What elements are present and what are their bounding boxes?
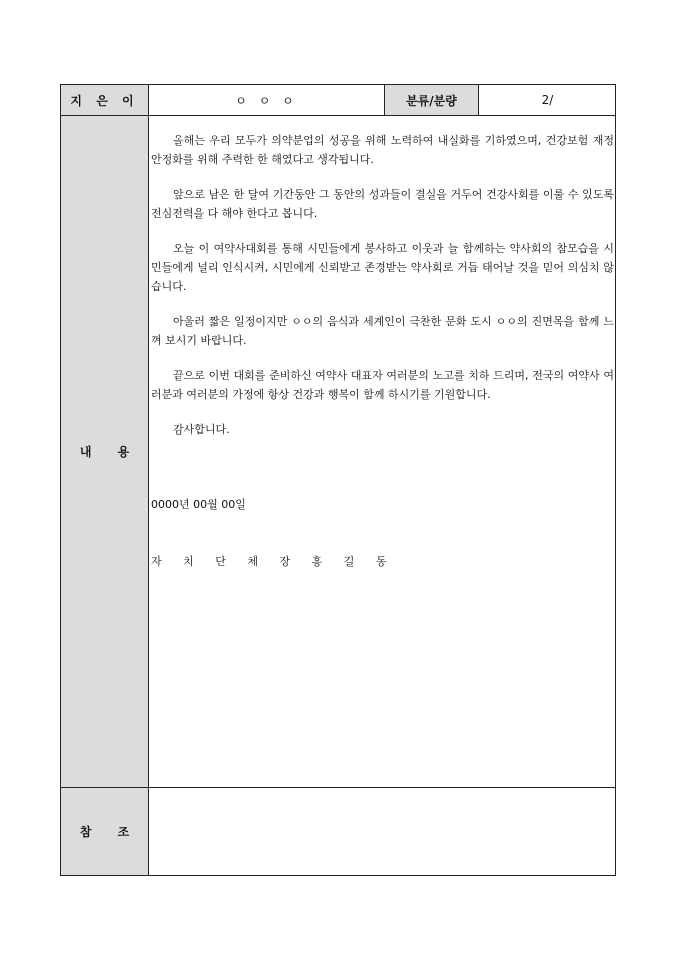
reference-label: 참 조 <box>61 788 149 875</box>
paragraph: 오늘 이 여약사대회를 통해 시민들에게 봉사하고 이웃과 늘 함께하는 약사회의 참모습을 시민들에게 널리 인식시켜, 시민에게 신뢰받고 존경받는 약사회로 거듭 태어날 것을 믿어 의심치 않습니다. <box>151 242 614 293</box>
paragraph: 올해는 우리 모두가 의약분업의 성공을 위해 노력하여 내실화를 기하였으며, 건강보험 재정 안정화를 위해 주력한 한 해였다고 생각됩니다. <box>151 134 614 166</box>
category-value: 2/ <box>541 93 554 107</box>
content-row <box>61 116 615 788</box>
document-form <box>60 84 616 876</box>
author-label: 지 은 이 <box>61 85 149 115</box>
paragraph: 아울러 짧은 일정이지만 ㅇㅇ의 음식과 세계인이 극찬한 문화 도시 ㅇㅇ의 진면목을 함께 느껴 보시기 바랍니다. <box>151 315 614 347</box>
paragraph: 끝으로 이번 대회를 준비하신 여약사 대표자 여러분의 노고를 치하 드리며, 전국의 여약사 여러분과 여러분의 가정에 항상 건강과 행복이 함께 하시기를 기원합니다. <box>151 369 614 401</box>
header-row <box>61 85 615 116</box>
author-value: ㅇ ㅇ ㅇ <box>149 85 385 115</box>
content-text <box>149 116 616 787</box>
reference-row <box>61 788 615 875</box>
closing-paragraph: 감사합니다. <box>173 423 230 436</box>
category-label: 분류/분량 <box>385 85 479 115</box>
signer-name: 자 치 단 체 장 홍 길 동 <box>151 555 396 568</box>
paragraph: 앞으로 남은 한 달여 기간동안 그 동안의 성과들이 결실을 거두어 건강사회를 이룰 수 있도록 전심전력을 다 해야 한다고 봅니다. <box>151 188 614 220</box>
content-label: 내 용 <box>61 116 149 787</box>
date-line: 0000년 00월 00일 <box>151 498 246 511</box>
